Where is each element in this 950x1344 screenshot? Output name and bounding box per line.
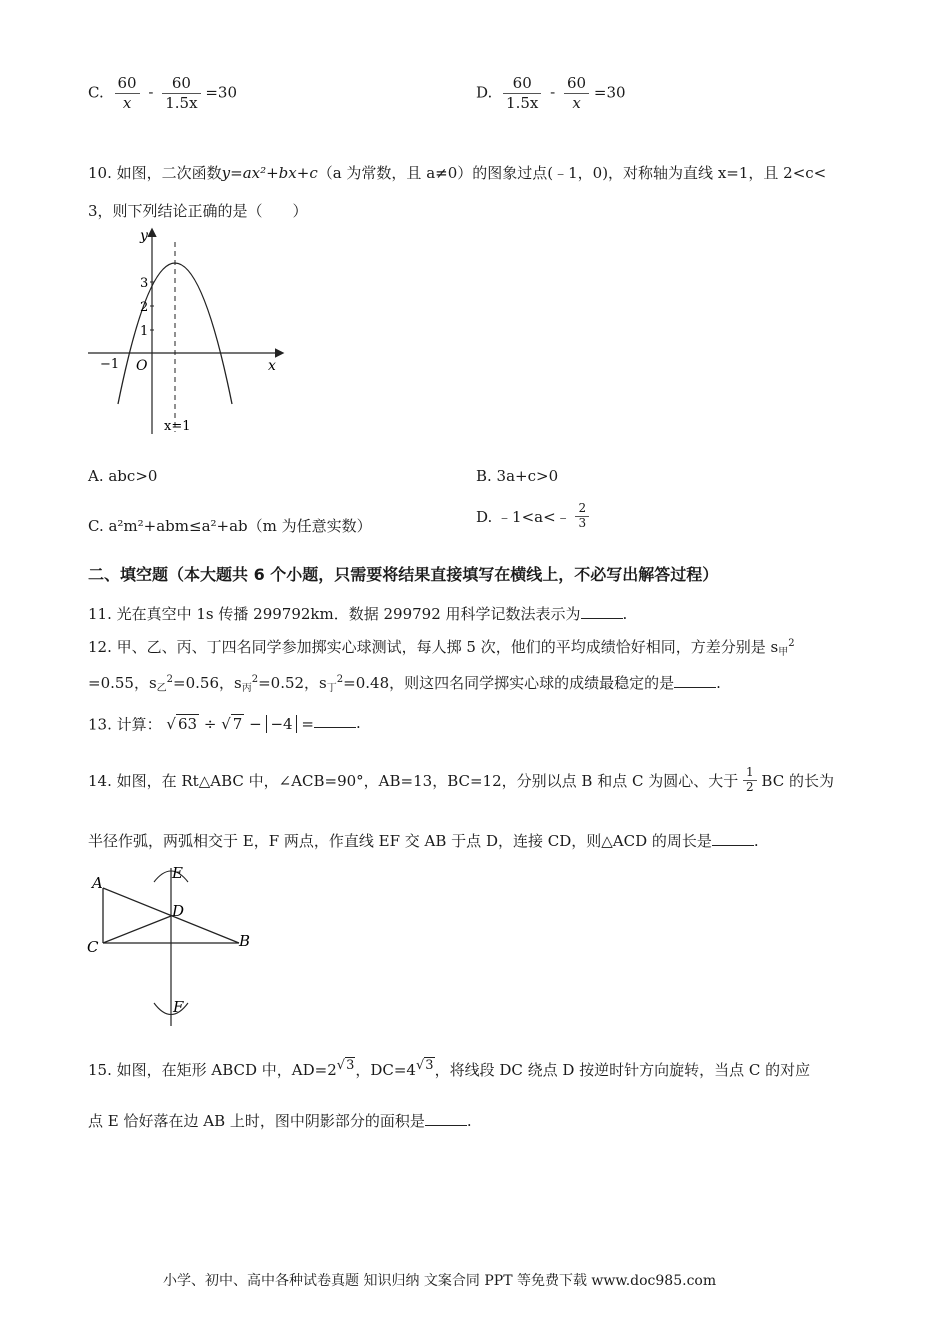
squared-mark: 2 [788, 638, 795, 649]
point-d-label: D [172, 902, 185, 920]
squared-mark: 2 [251, 674, 259, 685]
q10-line1 [88, 162, 826, 183]
fraction-denominator: 2 [745, 779, 754, 794]
section-2-title: 二、填空题（本大题共 6 个小题，只需要将结果直接填写在横线上，不必写出解答过程） [88, 565, 719, 584]
q10-text-a: 如图，二次函数 [116, 164, 222, 182]
q12-sub-ding: 丁 [326, 683, 337, 694]
q14-line2 [88, 830, 759, 851]
q12-var-b: =0.56，s [173, 674, 242, 692]
fraction-numerator: 1 [743, 766, 757, 781]
q12-sub-yi: 乙 [156, 683, 167, 694]
q9-option-c [88, 74, 237, 113]
point-b-label: B [239, 932, 251, 950]
q15-line1 [88, 1058, 810, 1080]
fraction-60-over-x [564, 74, 589, 113]
fraction-denominator: x [122, 93, 132, 112]
fraction-denominator: 3 [578, 515, 587, 530]
q12-var-a: =0.55，s [88, 674, 157, 692]
answer-blank [712, 831, 754, 846]
fraction-numerator: 60 [115, 74, 140, 94]
q15-text-b: ，DC=4 [355, 1061, 416, 1079]
tick-label-1: 1 [140, 324, 149, 339]
fraction-60-over-1.5x [162, 74, 200, 113]
fraction-numerator: 2 [575, 502, 589, 517]
parabola-graph [84, 222, 294, 437]
option-c-label: C. [88, 83, 104, 102]
triangle-construction-figure [84, 860, 264, 1032]
q12-sub-jia: 甲 [778, 647, 789, 658]
divide-sign: ÷ [203, 715, 217, 733]
q15-text-d: 点 E 恰好落在边 AB 上时，图中阴影部分的面积是 [88, 1112, 425, 1130]
q12-text: 12. 甲、乙、丙、丁四名同学参加掷实心球测试，每人掷 5 次，他们的平均成绩恰好相同，方差分别是 s [88, 638, 779, 656]
q10-line2: 3，则下列结论正确的是（ ） [88, 202, 308, 220]
fraction-denominator: x [572, 93, 581, 112]
option-d-text: D. ﹣1<a<﹣ [476, 507, 571, 526]
q14-line1 [88, 766, 834, 795]
option-d-label: D. [476, 83, 493, 102]
q11-end: . [622, 605, 628, 623]
q12-var-d: =0.48，则这四名同学掷实心球的成绩最稳定的是 [343, 674, 675, 692]
q12-var-c: =0.52，s [258, 674, 327, 692]
minus-sign: − [249, 715, 262, 733]
q15-text-c: ，将线段 DC 绕点 D 按逆时针方向旋转，当点 C 的对应 [434, 1061, 811, 1079]
fraction-numerator: 60 [162, 74, 200, 94]
q12-end: . [716, 674, 721, 692]
tick-label-3: 3 [140, 276, 149, 291]
answer-blank [581, 604, 623, 619]
point-c-label: C [87, 938, 99, 956]
q14-text-b: BC 的长为 [761, 771, 834, 790]
equation-rhs: =30 [205, 83, 237, 102]
q15-line2 [88, 1110, 472, 1131]
q15-text-a: 15. 如图，在矩形 ABCD 中，AD=2 [88, 1061, 337, 1079]
minus-sign: - [148, 83, 154, 102]
q10-number: 10. [88, 164, 112, 182]
fraction-denominator: 1.5x [165, 93, 198, 112]
q10-option-c: C. a²m²+abm≤a²+ab（m 为任意实数） [88, 517, 372, 535]
abs-value: −4 [266, 715, 296, 733]
y-axis-label: y [140, 228, 148, 244]
answer-blank [314, 713, 356, 728]
q13-end: . [355, 714, 361, 732]
sqrt-63: √ 63 [166, 715, 198, 733]
fraction-numerator: 60 [564, 74, 589, 94]
q10-option-d [476, 502, 589, 531]
radicand: 3 [346, 1058, 355, 1073]
q10-option-b: B. 3a+c>0 [476, 467, 559, 485]
q14-text-a: 14. 如图，在 Rt△ABC 中，∠ACB=90°，AB=13，BC=12，分别以点 B 和点 C 为圆心、大于 [88, 771, 739, 790]
x-axis-label: x [268, 358, 276, 374]
point-f-label: F [173, 998, 184, 1016]
squared-mark: 2 [336, 674, 344, 685]
radicand: 63 [177, 715, 198, 733]
fraction-60-over-1.5x [503, 74, 541, 113]
fraction-1-over-2 [743, 766, 757, 795]
fraction-denominator: 1.5x [506, 93, 539, 112]
q13-prefix: 13. 计算： [88, 715, 162, 734]
equals-sign: = [301, 715, 314, 733]
point-e-label: E [172, 864, 183, 882]
q12-line1 [88, 636, 795, 658]
q12-sub-bing: 丙 [241, 683, 252, 694]
radicand: 7 [232, 715, 243, 733]
q10-text-b: （a 为常数，且 a≠0）的图象过点(﹣1，0)，对称轴为直线 x=1，且 2<c< [317, 164, 827, 182]
answer-blank [425, 1111, 467, 1126]
symmetry-axis-label: x=1 [164, 419, 191, 434]
q14-end: . [753, 832, 759, 850]
q10-equation: y=ax²+bx+c [221, 164, 318, 182]
sqrt-3: √3 [336, 1058, 355, 1073]
q10-option-a: A. abc>0 [88, 467, 158, 485]
segment-cd [103, 916, 171, 943]
q9-option-d [476, 74, 626, 113]
page-footer: 小学、初中、高中各种试卷真题 知识归纳 文案合同 PPT 等免费下载 www.doc985.com [163, 1273, 717, 1289]
fraction-numerator: 60 [503, 74, 541, 94]
fraction-60-over-x [115, 74, 140, 113]
q15-end: . [466, 1112, 472, 1130]
q12-line2 [88, 672, 721, 694]
point-a-label: A [92, 874, 103, 892]
q14-text-c: 半径作弧，两弧相交于 E，F 两点，作直线 EF 交 AB 于点 D，连接 CD，则△ACD 的周长是 [88, 832, 712, 850]
equation-rhs: =30 [593, 83, 626, 102]
tick-label-2: 2 [140, 300, 149, 315]
squared-mark: 2 [166, 674, 174, 685]
answer-blank [674, 673, 716, 688]
sqrt-7: √ 7 [221, 715, 243, 733]
q13 [88, 713, 361, 735]
radicand: 3 [425, 1058, 434, 1073]
q11-text: 11. 光在真空中 1s 传播 299792km．数据 299792 用科学记数法表示为 [88, 605, 581, 623]
origin-label: O [136, 358, 148, 374]
minus-sign: - [550, 83, 556, 102]
q11 [88, 603, 627, 624]
fraction-2-over-3 [575, 502, 589, 531]
sqrt-3: √3 [415, 1058, 434, 1073]
tick-label-neg1: −1 [100, 357, 120, 372]
